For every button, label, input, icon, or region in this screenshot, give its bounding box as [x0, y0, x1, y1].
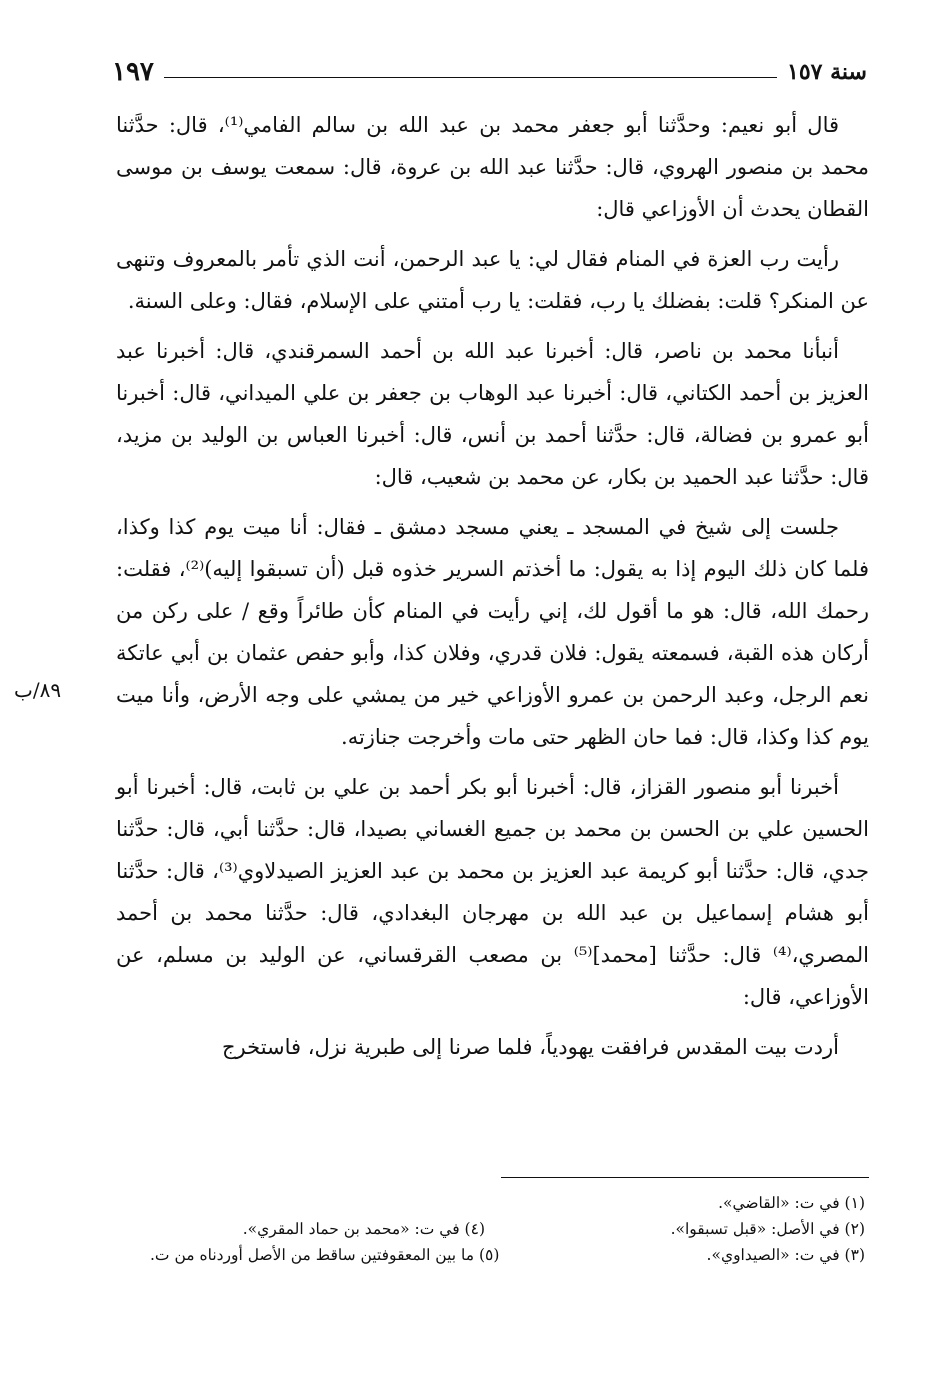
footnote-1: (١) في ت: «القاضي». [718, 1194, 865, 1212]
paragraph-6: أردت بيت المقدس فرافقت يهودياً، فلما صرنا إلى طبرية نزل، فاستخرج [222, 1035, 839, 1059]
header-rule [164, 77, 777, 78]
paragraph-4: جلست إلى شيخ في المسجد ـ يعني مسجد دمشق ـ فقال: أنا ميت يوم كذا وكذا، فلما كان ذلك اليوم إذا به يقول: ما أخذتم السرير خذوه قبل (أن تسبقوا إليه)⁽²⁾، فقلت: رحمك الله، قال: هو ما أقول لك، إني رأيت في المنام كأن طائراً وقع / على ركن من أركان هذه القبة، فسمعته يقول: فلان قدري، وفلان كذا، وأبو حفص عثمان بن أبي عاتكة نعم الرجل، وعبد الرحمن بن عمرو الأوزاعي خير من يمشي على وجه الأرض، وأنا ميت يوم كذا وكذا، قال: فما حان الظهر حتى مات وأخرجت جنازته. [116, 515, 870, 749]
paragraph-3: أنبأنا محمد بن ناصر، قال: أخبرنا عبد الله بن أحمد السمرقندي، قال: أخبرنا عبد العزيز بن أحمد الكتاني، قال: أخبرنا عبد الوهاب بن جعفر بن علي الميداني، قال: أخبرنا أبو عمرو بن فضالة، قال: حدَّثنا أحمد بن أنس، قال: أخبرنا العباس بن الوليد بن مزيد، قال: حدَّثنا عبد الحميد بن بكار، عن محمد بن شعيب، قال: [116, 339, 869, 489]
footnote-row-1 [150, 1190, 865, 1216]
paragraph-2: رأيت رب العزة في المنام فقال لي: يا عبد الرحمن، أنت الذي تأمر بالمعروف وتنهى عن المنكر؟ قلت: بفضلك يا رب، فقلت: يا رب أمتني على الإسلام، فقال: وعلى السنة. [116, 247, 869, 313]
page-number: ١٩٧ [112, 57, 154, 87]
footnote-3: (٣) في ت: «الصيداوي». [706, 1246, 865, 1264]
footnote-row-2 [150, 1216, 865, 1242]
manuscript-folio-mark: ٨٩/ب [14, 678, 62, 702]
footnotes [150, 1190, 865, 1268]
footnote-2: (٢) في الأصل: «قبل تسبقوا». [670, 1220, 865, 1238]
footnote-row-3 [150, 1242, 865, 1268]
footnote-separator [501, 1177, 869, 1178]
footnote-4: (٤) في ت: «محمد بن حماد المقري». [242, 1220, 485, 1238]
running-title: سنة ١٥٧ [787, 59, 867, 85]
main-text [116, 104, 869, 1068]
running-header [112, 52, 867, 92]
paragraph-5: أخبرنا أبو منصور القزاز، قال: أخبرنا أبو بكر أحمد بن علي بن ثابت، قال: أخبرنا أبو الحسين علي بن الحسن بن محمد بن جميع الغساني بصيدا، قال: حدَّثنا أبي، قال: حدَّثنا جدي، قال: حدَّثنا أبو كريمة عبد العزيز بن محمد بن عبد العزيز الصيدلاوي⁽³⁾، قال: حدَّثنا أبو هشام إسماعيل بن عبد الله بن مهرجان البغدادي، قال: حدَّثنا محمد بن أحمد المصري،⁽⁴⁾ قال: حدَّثنا [محمد]⁽⁵⁾ بن مصعب القرقساني، عن الوليد بن مسلم، عن الأوزاعي، قال: [116, 775, 870, 1009]
footnote-5: (٥) ما بين المعقوفتين ساقط من الأصل أوردناه من ت. [150, 1246, 500, 1264]
paragraph-1: قال أبو نعيم: وحدَّثنا أبو جعفر محمد بن عبد الله بن سالم الفامي⁽¹⁾، قال: حدَّثنا محمد بن منصور الهروي، قال: حدَّثنا عبد الله بن عروة، قال: سمعت يوسف بن موسى القطان يحدث أن الأوزاعي قال: [116, 113, 869, 221]
